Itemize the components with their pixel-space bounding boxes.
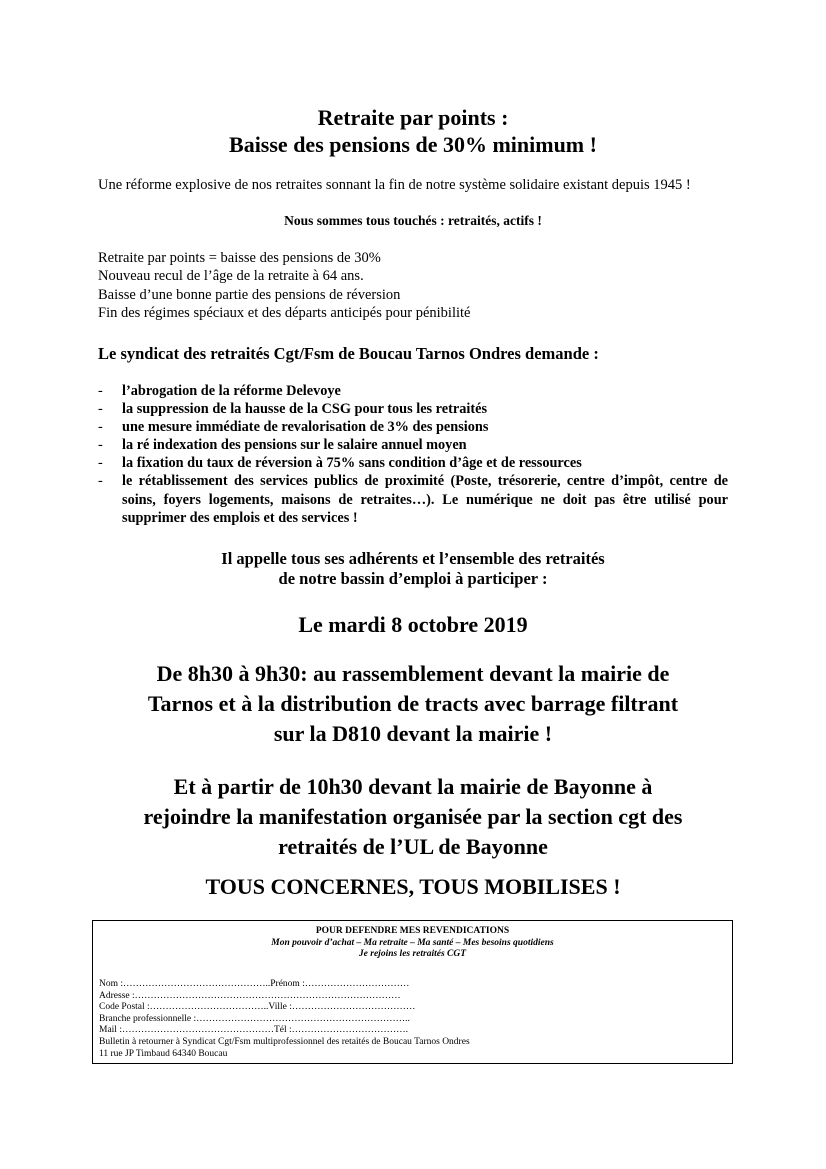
demands-list [98,382,728,527]
return-instructions: Bulletin à retourner à Syndicat Cgt/Fsm multiprofessionnel des retaités de Boucau Tarnos Ondres [99,1036,470,1047]
form-header-subtitle: Mon pouvoir d’achat – Ma retraite – Ma santé – Mes besoins quotidiens [271,937,554,948]
demand-text: la fixation du taux de réversion à 75% sans condition d’âge et de ressources [122,455,582,472]
intro-paragraph: Une réforme explosive de nos retraites sonnant la fin de notre système solidaire existant depuis 1945 ! [98,177,691,193]
demand-text: la suppression de la hausse de la CSG pour tous les retraités [122,401,488,418]
gathering-line-1: De 8h30 à 9h30: au rassemblement devant la mairie de [156,661,670,686]
title-line-1: Retraite par points : [317,105,509,130]
mail-phone-field[interactable]: Mail :…………………………………………Tél :………………………………. [99,1025,409,1036]
demand-item [98,472,728,526]
demonstration-line-2: rejoindre la manifestation organisée par la section cgt des [143,804,683,829]
form-header-title: POUR DEFENDRE MES REVENDICATIONS [315,926,510,936]
mobilisation-slogan: TOUS CONCERNES, TOUS MOBILISES ! [205,874,621,899]
fact-line: Fin des régimes spéciaux et des départs anticipés pour pénibilité [98,304,471,321]
gathering-line-3: sur la D810 devant la mairie ! [273,721,553,746]
event-date: Le mardi 8 octobre 2019 [298,612,528,637]
name-field[interactable]: Nom :………………………………………..Prénom :…………………………… [99,979,410,989]
demand-item [98,436,728,454]
return-address: 11 rue JP Timbaud 64340 Boucau [99,1048,228,1059]
postal-city-field[interactable]: Code Postal :………………………………..Ville :………………………………… [99,1002,416,1013]
bullet-dash: - [98,455,103,472]
gathering-block [0,659,826,749]
bullet-dash: - [98,437,103,454]
address-field[interactable]: Adresse :………………………………………………………………………… [99,990,401,1001]
demonstration-block [0,772,826,862]
demands-heading: Le syndicat des retraités Cgt/Fsm de Boucau Tarnos Ondres demande : [98,344,599,363]
form-fields [99,979,724,1060]
demand-item [98,454,728,472]
fact-line: Baisse d’une bonne partie des pensions de réversion [98,286,401,303]
form-header-join: Je rejoins les retraités CGT [358,949,467,960]
title-line-2: Baisse des pensions de 30% minimum ! [229,132,597,157]
demand-text: l’abrogation de la réforme Delevoye [122,383,341,399]
call-to-participate [0,549,826,589]
flyer-title [0,104,826,158]
fact-line: Nouveau recul de l’âge de la retraite à 64 ans. [98,268,364,285]
touched-statement: Nous sommes tous touchés : retraités, actifs ! [284,213,542,228]
fact-line: Retraite par points = baisse des pensions de 30% [98,250,381,266]
bullet-dash: - [98,419,103,436]
call-line-1: Il appelle tous ses adhérents et l’ensemble des retraités [221,549,605,568]
demonstration-line-1: Et à partir de 10h30 devant la mairie de Bayonne à [173,774,653,799]
demand-item [98,382,728,400]
demand-text: le rétablissement des services publics de proximité (Poste, trésorerie, centre d’impôt, centre de soins, foyers logements, maisons de retraites…). Le numérique ne doit pas être utilisé pour supprimer des emplois et des services ! [122,473,728,526]
demonstration-line-3: retraités de l’UL de Bayonne [278,834,548,859]
bullet-dash: - [98,401,103,418]
bullet-dash: - [98,383,103,399]
gathering-line-2: Tarnos et à la distribution de tracts avec barrage filtrant [147,691,679,716]
form-header [93,921,732,961]
demand-text: une mesure immédiate de revalorisation de 3% des pensions [122,419,489,436]
demand-text: la ré indexation des pensions sur le salaire annuel moyen [122,437,467,454]
call-line-2: de notre bassin d’emploi à participer : [278,569,548,588]
membership-form [92,920,733,1064]
demand-item [98,418,728,436]
bullet-dash: - [98,473,103,490]
facts-list [98,249,470,322]
demand-item [98,400,728,418]
profession-field[interactable]: Branche professionnelle :………………………………………………………….. [99,1013,410,1024]
